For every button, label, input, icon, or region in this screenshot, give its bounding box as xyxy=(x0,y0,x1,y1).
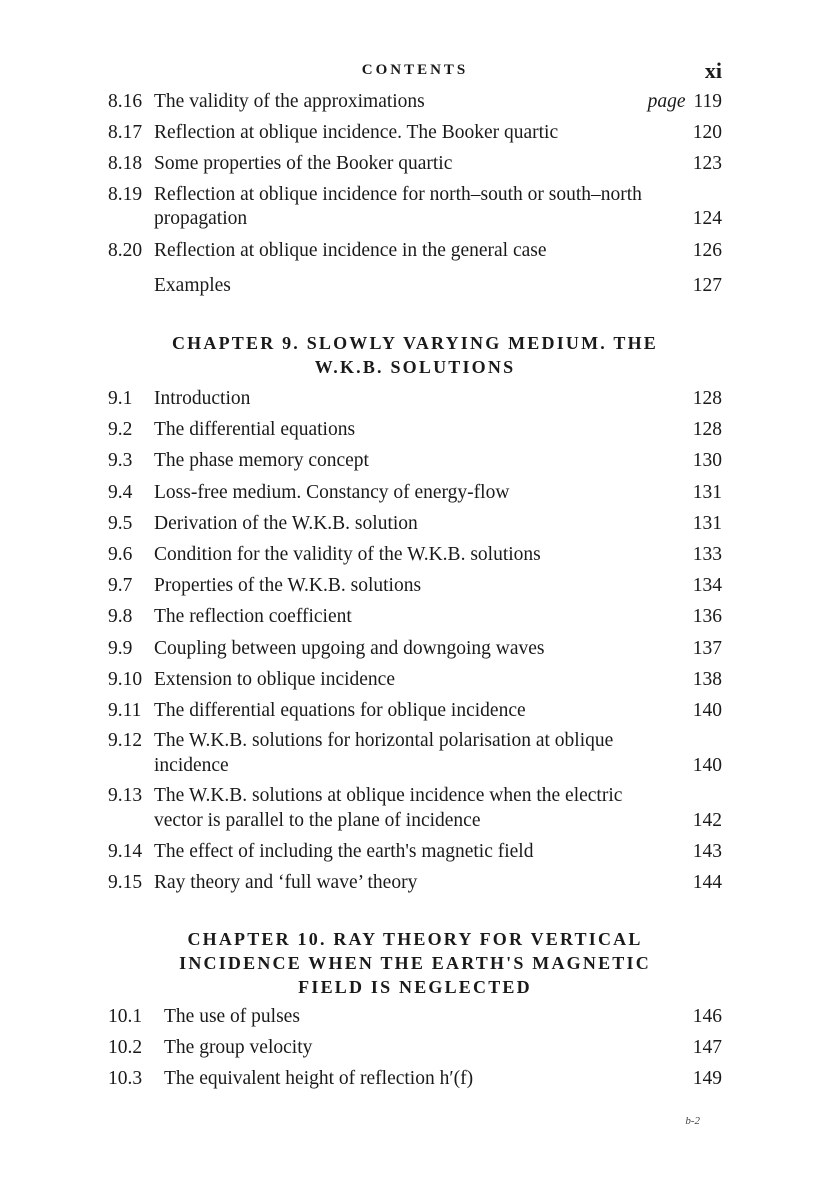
page-label: page xyxy=(647,91,686,112)
toc-entry-examples[interactable] xyxy=(108,270,722,301)
entry-title: The use of pulses xyxy=(164,1005,300,1027)
entry-number: 9.10 xyxy=(108,668,143,690)
entry-page: 120 xyxy=(692,122,722,144)
entry-title: The effect of including the earth's magnetic field xyxy=(154,841,534,863)
toc-entry-9-14[interactable] xyxy=(108,836,722,867)
entry-page: 123 xyxy=(692,153,722,175)
entry-title: Some properties of the Booker quartic xyxy=(154,153,453,175)
entry-title: The group velocity xyxy=(164,1036,313,1058)
toc-entry-9-11[interactable] xyxy=(108,695,722,726)
entry-title: Reflection at oblique incidence for north–south or south–north propagation xyxy=(154,183,642,230)
entry-page-number: 119 xyxy=(693,91,722,112)
entry-number: 9.3 xyxy=(108,450,133,472)
entry-page xyxy=(648,86,722,117)
entry-page: 131 xyxy=(692,481,722,503)
section-chapter-10 xyxy=(108,1001,722,1095)
toc-entry-8-17[interactable] xyxy=(108,117,722,148)
toc-entry-9-9[interactable] xyxy=(108,633,722,664)
entry-title: The differential equations for oblique incidence xyxy=(154,700,526,722)
entry-title: The validity of the approximations xyxy=(154,91,425,112)
entry-title: The W.K.B. solutions for horizontal polarisation at oblique incidence xyxy=(154,730,614,776)
entry-number: 9.11 xyxy=(108,700,142,722)
entry-number: 9.4 xyxy=(108,481,133,503)
entry-number: 9.9 xyxy=(108,637,133,659)
toc-entry-9-13[interactable] xyxy=(108,781,722,836)
entry-title: Reflection at oblique incidence in the general case xyxy=(154,239,547,261)
entry-number: 10.3 xyxy=(108,1068,143,1090)
toc-entry-8-20[interactable] xyxy=(108,235,722,266)
toc-entry-10-2[interactable] xyxy=(108,1032,722,1063)
entry-title: Extension to oblique incidence xyxy=(154,668,395,690)
entry-page: 137 xyxy=(692,637,722,659)
entry-page: 147 xyxy=(692,1036,722,1058)
entry-title: The differential equations xyxy=(154,419,356,441)
page-number: xi xyxy=(704,58,722,83)
entry-title: Condition for the validity of the W.K.B. solutions xyxy=(154,544,541,566)
toc-entry-9-5[interactable] xyxy=(108,508,722,539)
entry-number: 8.17 xyxy=(108,122,143,144)
entry-number: 8.18 xyxy=(108,153,143,175)
entry-page: 146 xyxy=(692,1005,722,1027)
entry-page: 131 xyxy=(692,512,722,534)
entry-page: 126 xyxy=(692,239,722,261)
entry-page: 143 xyxy=(692,841,722,863)
toc-entry-9-12[interactable] xyxy=(108,726,722,781)
toc-entry-9-3[interactable] xyxy=(108,445,722,476)
entry-page: 140 xyxy=(692,754,722,776)
entry-number: 9.12 xyxy=(108,730,143,752)
toc-entry-8-18[interactable] xyxy=(108,148,722,179)
entry-page: 144 xyxy=(692,872,722,894)
entry-number: 9.13 xyxy=(108,785,143,807)
entry-page: 142 xyxy=(692,809,722,831)
entry-page: 149 xyxy=(692,1068,722,1090)
entry-number: 9.2 xyxy=(108,419,133,441)
entry-number: 8.20 xyxy=(108,239,143,261)
entry-page: 134 xyxy=(692,575,722,597)
entry-number: 9.7 xyxy=(108,575,133,597)
entry-title: The phase memory concept xyxy=(154,450,369,472)
entry-page: 124 xyxy=(692,208,722,230)
page-header xyxy=(108,58,722,86)
entry-number: 9.8 xyxy=(108,606,133,628)
entry-title: Examples xyxy=(154,274,231,296)
entry-page: 128 xyxy=(692,419,722,441)
toc-entry-8-16[interactable] xyxy=(108,86,722,117)
toc-entry-9-2[interactable] xyxy=(108,414,722,445)
signature-mark: b-2 xyxy=(685,1115,700,1127)
entry-page: 128 xyxy=(692,388,722,410)
toc-entry-9-15[interactable] xyxy=(108,867,722,898)
section-chapter-8-continued xyxy=(108,86,722,301)
running-title: CONTENTS xyxy=(361,62,469,78)
toc-entry-9-6[interactable] xyxy=(108,539,722,570)
entry-title: The reflection coefficient xyxy=(154,606,352,628)
entry-title: Properties of the W.K.B. solutions xyxy=(154,575,422,597)
entry-title: Ray theory and ‘full wave’ theory xyxy=(154,872,418,894)
entry-page: 133 xyxy=(692,544,722,566)
toc-entry-10-3[interactable] xyxy=(108,1063,722,1094)
entry-title: Derivation of the W.K.B. solution xyxy=(154,512,418,534)
entry-title: Loss-free medium. Constancy of energy-flow xyxy=(154,481,510,503)
entry-title: Introduction xyxy=(154,388,251,410)
entry-page: 136 xyxy=(692,606,722,628)
entry-page: 138 xyxy=(692,668,722,690)
entry-number: 10.2 xyxy=(108,1036,143,1058)
entry-number: 9.5 xyxy=(108,512,133,534)
toc-entry-9-7[interactable] xyxy=(108,570,722,601)
section-chapter-9 xyxy=(108,383,722,899)
chapter-9-heading: CHAPTER 9. SLOWLY VARYING MEDIUM. THE W.K.B. SOLUTIONS xyxy=(171,333,658,378)
toc-entry-8-19[interactable] xyxy=(108,180,722,235)
toc-entry-10-1[interactable] xyxy=(108,1001,722,1032)
entry-title: Reflection at oblique incidence. The Booker quartic xyxy=(154,122,559,144)
toc-entry-9-4[interactable] xyxy=(108,477,722,508)
entry-number: 9.6 xyxy=(108,544,133,566)
entry-number: 9.1 xyxy=(108,388,133,410)
entry-page: 140 xyxy=(692,700,722,722)
toc-entry-9-10[interactable] xyxy=(108,664,722,695)
entry-title: The W.K.B. solutions at oblique incidence when the electric vector is parallel to the plane of incidence xyxy=(154,785,623,831)
chapter-10-heading: CHAPTER 10. RAY THEORY FOR VERTICAL INCIDENCE WHEN THE EARTH'S MAGNETIC FIELD IS NEGLECTED xyxy=(179,928,651,997)
entry-number: 9.14 xyxy=(108,841,143,863)
entry-number: 8.16 xyxy=(108,91,143,112)
entry-page: 130 xyxy=(692,450,722,472)
entry-title: Coupling between upgoing and downgoing waves xyxy=(154,637,545,659)
toc-entry-9-8[interactable] xyxy=(108,601,722,632)
toc-entry-9-1[interactable] xyxy=(108,383,722,414)
entry-number: 10.1 xyxy=(108,1005,143,1027)
entry-number: 9.15 xyxy=(108,872,143,894)
entry-page: 127 xyxy=(692,274,722,296)
entry-number: 8.19 xyxy=(108,183,143,205)
entry-title: The equivalent height of reflection h′(f) xyxy=(164,1068,474,1090)
table-of-contents xyxy=(108,86,722,1094)
